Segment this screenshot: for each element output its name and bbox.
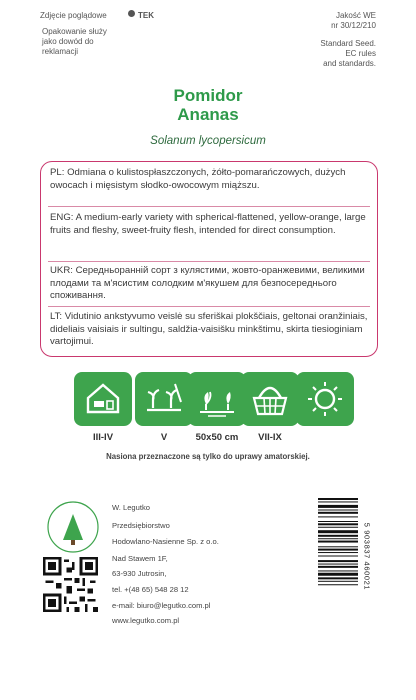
standard-line2: EC rules (345, 49, 376, 58)
harvest-period-label: VII-IX (258, 432, 282, 443)
barcode-bar (318, 523, 358, 525)
product-name-line1: Pomidor (173, 86, 243, 105)
sowing-period-label: III-IV (92, 432, 114, 443)
planting-out-icon (135, 372, 193, 426)
description-ukr: UKR: Середньоранній сорт з кулястими, жовто-оранжевими, великими плодами та м'ясистим солодким м'якушем для безпосереднього споживання. (50, 265, 365, 301)
family-company-logo (46, 500, 100, 554)
description-pl: PL: Odmiana o kulistospłaszczonych, żółto-pomarańczowych, dużych owocach i mięsistym słodko-owocowym miąższu. (50, 167, 346, 191)
qr-code (43, 557, 98, 612)
barcode-bar (318, 530, 358, 533)
plant-spacing-icon (188, 372, 246, 426)
quality-line1: Jakość WE (335, 11, 376, 20)
barcode-bar (318, 549, 358, 551)
product-name-line2: Ananas (177, 105, 239, 124)
keep-packaging-note: Opakowanie służy jako dowód do reklamacji (42, 27, 107, 56)
standard-line3: and standards. (323, 59, 376, 68)
preview-label: Zdjęcie poglądowe (40, 11, 107, 20)
latin-name: Solanum lycopersicum (150, 135, 266, 147)
spacing-label: 50x50 cm (195, 432, 239, 443)
barcode-bar (318, 573, 358, 576)
barcode-bar (318, 501, 358, 502)
barcode-bar (318, 516, 358, 517)
sun-icon (296, 372, 354, 426)
barcode-bar (318, 538, 358, 539)
divider (48, 206, 370, 207)
barcode-bar (318, 577, 358, 579)
barcode-bar (318, 560, 358, 562)
barcode-bar (318, 581, 358, 582)
barcode-number: 5 903837 460021 (362, 522, 372, 591)
barcode-bar (318, 521, 358, 522)
planting-period-label: V (160, 432, 168, 443)
barcode-bar (318, 566, 358, 568)
company-name: W. Legutko (112, 503, 150, 512)
standard-line1: Standard Seed. (320, 39, 376, 48)
company-email: e-mail: biuro@legutko.com.pl (112, 601, 211, 610)
amateur-use-notice: Nasiona przeznaczone są tylko do uprawy amatorskiej. (106, 452, 310, 461)
quality-line2: nr 30/12/210 (331, 21, 376, 30)
divider (48, 261, 370, 262)
harvest-basket-icon (241, 372, 299, 426)
company-line3: Hodowlano-Nasienne Sp. z o.o. (112, 537, 219, 546)
barcode-bar (318, 535, 358, 537)
brand-icon (128, 10, 135, 17)
barcode-bar (318, 541, 358, 543)
company-address-street: Nad Stawem 1F, (112, 554, 168, 563)
company-website[interactable]: www.legutko.com.pl (112, 616, 180, 625)
greenhouse-sowing-icon (74, 372, 132, 426)
barcode (318, 498, 364, 616)
barcode-bar (318, 498, 358, 500)
description-eng: ENG: A medium-early variety with spherical-flattened, yellow-orange, large fruits and fleshy, sweet-fruity flesh, intended for direct consumption. (50, 212, 366, 236)
company-phone: tel. +(48 65) 548 28 12 (112, 585, 189, 594)
barcode-bar (318, 556, 358, 557)
description-lt: LT: Vidutinio ankstyvumo veislė su sferiškai plokščiais, geltonai oranžiniais, dideliais vaisiais ir sultingu, saldžia-vaisišku minkštimu, skirta tiesioginiam vartojimui. (50, 311, 368, 347)
barcode-bar (318, 564, 358, 565)
barcode-bar (318, 512, 358, 514)
barcode-bar (318, 510, 358, 511)
company-address-city: 63-930 Jutrosin, (112, 569, 167, 578)
barcode-bar (318, 546, 358, 547)
barcode-bar (318, 527, 358, 528)
company-line2: Przedsiębiorstwo (112, 521, 170, 530)
barcode-bar (318, 584, 358, 585)
brand-code: TEK (138, 11, 154, 20)
divider (48, 306, 370, 307)
barcode-bar (318, 552, 358, 553)
barcode-bar (318, 505, 358, 508)
barcode-bar (318, 570, 358, 571)
